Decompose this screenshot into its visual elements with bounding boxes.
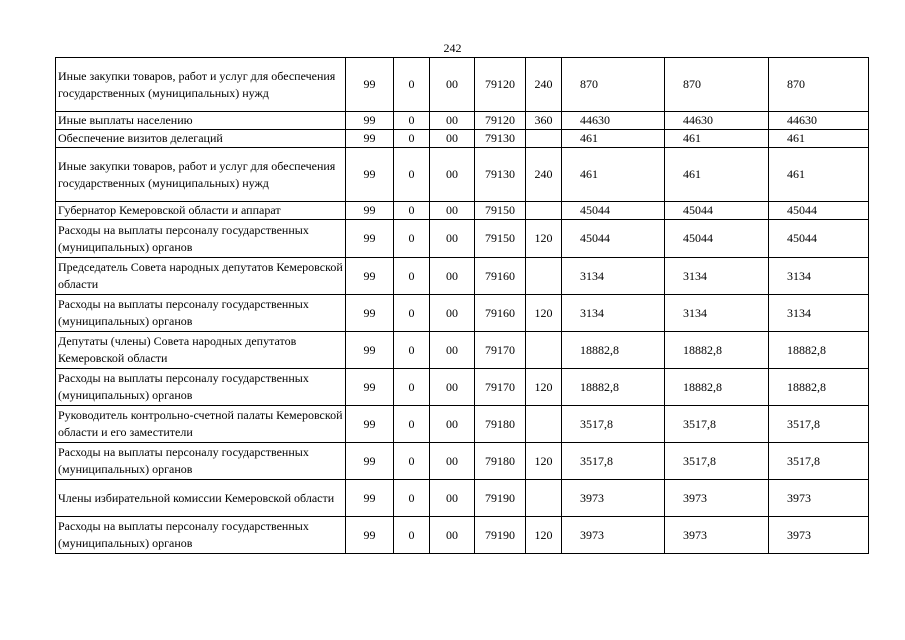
subsection-code-cell: 0 bbox=[394, 148, 430, 202]
expense-type-cell bbox=[526, 130, 562, 148]
amount-year1-cell: 461 bbox=[562, 148, 665, 202]
table-row bbox=[56, 295, 869, 332]
amount-year1-cell: 3134 bbox=[562, 295, 665, 332]
row-name-cell: Председатель Совета народных депутатов Кемеровской области bbox=[56, 258, 346, 295]
row-name-cell: Расходы на выплаты персоналу государственных (муниципальных) органов bbox=[56, 369, 346, 406]
amount-year1-cell: 44630 bbox=[562, 112, 665, 130]
program-code-cell: 00 bbox=[430, 369, 475, 406]
amount-year3-cell: 3517,8 bbox=[769, 443, 869, 480]
amount-year3-cell: 45044 bbox=[769, 220, 869, 258]
row-name-cell: Расходы на выплаты персоналу государственных (муниципальных) органов bbox=[56, 443, 346, 480]
section-code-cell: 99 bbox=[346, 148, 394, 202]
table-row bbox=[56, 517, 869, 554]
amount-year1-cell: 18882,8 bbox=[562, 332, 665, 369]
row-name-cell: Расходы на выплаты персоналу государственных (муниципальных) органов bbox=[56, 220, 346, 258]
row-name-cell: Расходы на выплаты персоналу государственных (муниципальных) органов bbox=[56, 517, 346, 554]
expense-type-cell bbox=[526, 480, 562, 517]
subsection-code-cell: 0 bbox=[394, 443, 430, 480]
amount-year2-cell: 18882,8 bbox=[665, 332, 769, 369]
target-code-cell: 79150 bbox=[475, 202, 526, 220]
target-code-cell: 79130 bbox=[475, 130, 526, 148]
amount-year1-cell: 3517,8 bbox=[562, 443, 665, 480]
amount-year3-cell: 870 bbox=[769, 58, 869, 112]
amount-year3-cell: 18882,8 bbox=[769, 369, 869, 406]
amount-year3-cell: 3517,8 bbox=[769, 406, 869, 443]
section-code-cell: 99 bbox=[346, 130, 394, 148]
amount-year2-cell: 3973 bbox=[665, 517, 769, 554]
section-code-cell: 99 bbox=[346, 258, 394, 295]
table-row bbox=[56, 220, 869, 258]
expense-type-cell bbox=[526, 406, 562, 443]
target-code-cell: 79150 bbox=[475, 220, 526, 258]
subsection-code-cell: 0 bbox=[394, 480, 430, 517]
table-row bbox=[56, 202, 869, 220]
section-code-cell: 99 bbox=[346, 443, 394, 480]
program-code-cell: 00 bbox=[430, 443, 475, 480]
expense-type-cell: 120 bbox=[526, 369, 562, 406]
section-code-cell: 99 bbox=[346, 517, 394, 554]
subsection-code-cell: 0 bbox=[394, 112, 430, 130]
amount-year3-cell: 44630 bbox=[769, 112, 869, 130]
amount-year1-cell: 18882,8 bbox=[562, 369, 665, 406]
amount-year1-cell: 3973 bbox=[562, 480, 665, 517]
target-code-cell: 79190 bbox=[475, 517, 526, 554]
expense-type-cell: 120 bbox=[526, 295, 562, 332]
amount-year2-cell: 18882,8 bbox=[665, 369, 769, 406]
amount-year3-cell: 3134 bbox=[769, 295, 869, 332]
table-row bbox=[56, 406, 869, 443]
amount-year3-cell: 45044 bbox=[769, 202, 869, 220]
program-code-cell: 00 bbox=[430, 112, 475, 130]
page-number: 242 bbox=[443, 41, 462, 55]
expense-type-cell: 120 bbox=[526, 517, 562, 554]
target-code-cell: 79160 bbox=[475, 295, 526, 332]
amount-year2-cell: 3134 bbox=[665, 258, 769, 295]
row-name-cell: Расходы на выплаты персоналу государственных (муниципальных) органов bbox=[56, 295, 346, 332]
expense-type-cell: 240 bbox=[526, 58, 562, 112]
row-name-cell: Губернатор Кемеровской области и аппарат bbox=[56, 202, 346, 220]
table-row bbox=[56, 130, 869, 148]
target-code-cell: 79160 bbox=[475, 258, 526, 295]
table-row bbox=[56, 332, 869, 369]
subsection-code-cell: 0 bbox=[394, 258, 430, 295]
expense-type-cell: 360 bbox=[526, 112, 562, 130]
section-code-cell: 99 bbox=[346, 480, 394, 517]
expense-type-cell bbox=[526, 202, 562, 220]
budget-table bbox=[55, 57, 869, 554]
amount-year3-cell: 461 bbox=[769, 148, 869, 202]
subsection-code-cell: 0 bbox=[394, 406, 430, 443]
table-row bbox=[56, 443, 869, 480]
subsection-code-cell: 0 bbox=[394, 517, 430, 554]
amount-year1-cell: 45044 bbox=[562, 220, 665, 258]
amount-year1-cell: 3134 bbox=[562, 258, 665, 295]
target-code-cell: 79130 bbox=[475, 148, 526, 202]
section-code-cell: 99 bbox=[346, 332, 394, 369]
target-code-cell: 79170 bbox=[475, 369, 526, 406]
table-row bbox=[56, 58, 869, 112]
table-row bbox=[56, 480, 869, 517]
amount-year2-cell: 3134 bbox=[665, 295, 769, 332]
amount-year1-cell: 870 bbox=[562, 58, 665, 112]
amount-year2-cell: 44630 bbox=[665, 112, 769, 130]
subsection-code-cell: 0 bbox=[394, 332, 430, 369]
amount-year2-cell: 461 bbox=[665, 148, 769, 202]
section-code-cell: 99 bbox=[346, 406, 394, 443]
section-code-cell: 99 bbox=[346, 369, 394, 406]
subsection-code-cell: 0 bbox=[394, 369, 430, 406]
program-code-cell: 00 bbox=[430, 130, 475, 148]
subsection-code-cell: 0 bbox=[394, 58, 430, 112]
amount-year3-cell: 3134 bbox=[769, 258, 869, 295]
expense-type-cell bbox=[526, 332, 562, 369]
table-row bbox=[56, 112, 869, 130]
section-code-cell: 99 bbox=[346, 295, 394, 332]
target-code-cell: 79190 bbox=[475, 480, 526, 517]
row-name-cell: Иные выплаты населению bbox=[56, 112, 346, 130]
target-code-cell: 79120 bbox=[475, 112, 526, 130]
amount-year2-cell: 3517,8 bbox=[665, 443, 769, 480]
amount-year3-cell: 461 bbox=[769, 130, 869, 148]
program-code-cell: 00 bbox=[430, 202, 475, 220]
table-body bbox=[56, 58, 869, 554]
row-name-cell: Иные закупки товаров, работ и услуг для обеспечения государственных (муниципальных) нужд bbox=[56, 148, 346, 202]
amount-year2-cell: 461 bbox=[665, 130, 769, 148]
amount-year2-cell: 3973 bbox=[665, 480, 769, 517]
program-code-cell: 00 bbox=[430, 148, 475, 202]
program-code-cell: 00 bbox=[430, 332, 475, 369]
row-name-cell: Члены избирательной комиссии Кемеровской области bbox=[56, 480, 346, 517]
program-code-cell: 00 bbox=[430, 258, 475, 295]
program-code-cell: 00 bbox=[430, 295, 475, 332]
section-code-cell: 99 bbox=[346, 220, 394, 258]
amount-year3-cell: 18882,8 bbox=[769, 332, 869, 369]
section-code-cell: 99 bbox=[346, 112, 394, 130]
table-row bbox=[56, 369, 869, 406]
target-code-cell: 79180 bbox=[475, 406, 526, 443]
table-row bbox=[56, 258, 869, 295]
program-code-cell: 00 bbox=[430, 58, 475, 112]
program-code-cell: 00 bbox=[430, 480, 475, 517]
amount-year2-cell: 3517,8 bbox=[665, 406, 769, 443]
target-code-cell: 79170 bbox=[475, 332, 526, 369]
row-name-cell: Обеспечение визитов делегаций bbox=[56, 130, 346, 148]
amount-year2-cell: 870 bbox=[665, 58, 769, 112]
subsection-code-cell: 0 bbox=[394, 130, 430, 148]
program-code-cell: 00 bbox=[430, 406, 475, 443]
amount-year3-cell: 3973 bbox=[769, 480, 869, 517]
row-name-cell: Иные закупки товаров, работ и услуг для обеспечения государственных (муниципальных) нужд bbox=[56, 58, 346, 112]
section-code-cell: 99 bbox=[346, 202, 394, 220]
expense-type-cell bbox=[526, 258, 562, 295]
target-code-cell: 79180 bbox=[475, 443, 526, 480]
amount-year1-cell: 3973 bbox=[562, 517, 665, 554]
amount-year2-cell: 45044 bbox=[665, 220, 769, 258]
expense-type-cell: 120 bbox=[526, 220, 562, 258]
program-code-cell: 00 bbox=[430, 220, 475, 258]
amount-year2-cell: 45044 bbox=[665, 202, 769, 220]
expense-type-cell: 240 bbox=[526, 148, 562, 202]
amount-year1-cell: 45044 bbox=[562, 202, 665, 220]
amount-year1-cell: 461 bbox=[562, 130, 665, 148]
amount-year1-cell: 3517,8 bbox=[562, 406, 665, 443]
row-name-cell: Руководитель контрольно-счетной палаты Кемеровской области и его заместители bbox=[56, 406, 346, 443]
table-row bbox=[56, 148, 869, 202]
row-name-cell: Депутаты (члены) Совета народных депутатов Кемеровской области bbox=[56, 332, 346, 369]
amount-year3-cell: 3973 bbox=[769, 517, 869, 554]
expense-type-cell: 120 bbox=[526, 443, 562, 480]
section-code-cell: 99 bbox=[346, 58, 394, 112]
subsection-code-cell: 0 bbox=[394, 295, 430, 332]
target-code-cell: 79120 bbox=[475, 58, 526, 112]
program-code-cell: 00 bbox=[430, 517, 475, 554]
subsection-code-cell: 0 bbox=[394, 202, 430, 220]
subsection-code-cell: 0 bbox=[394, 220, 430, 258]
